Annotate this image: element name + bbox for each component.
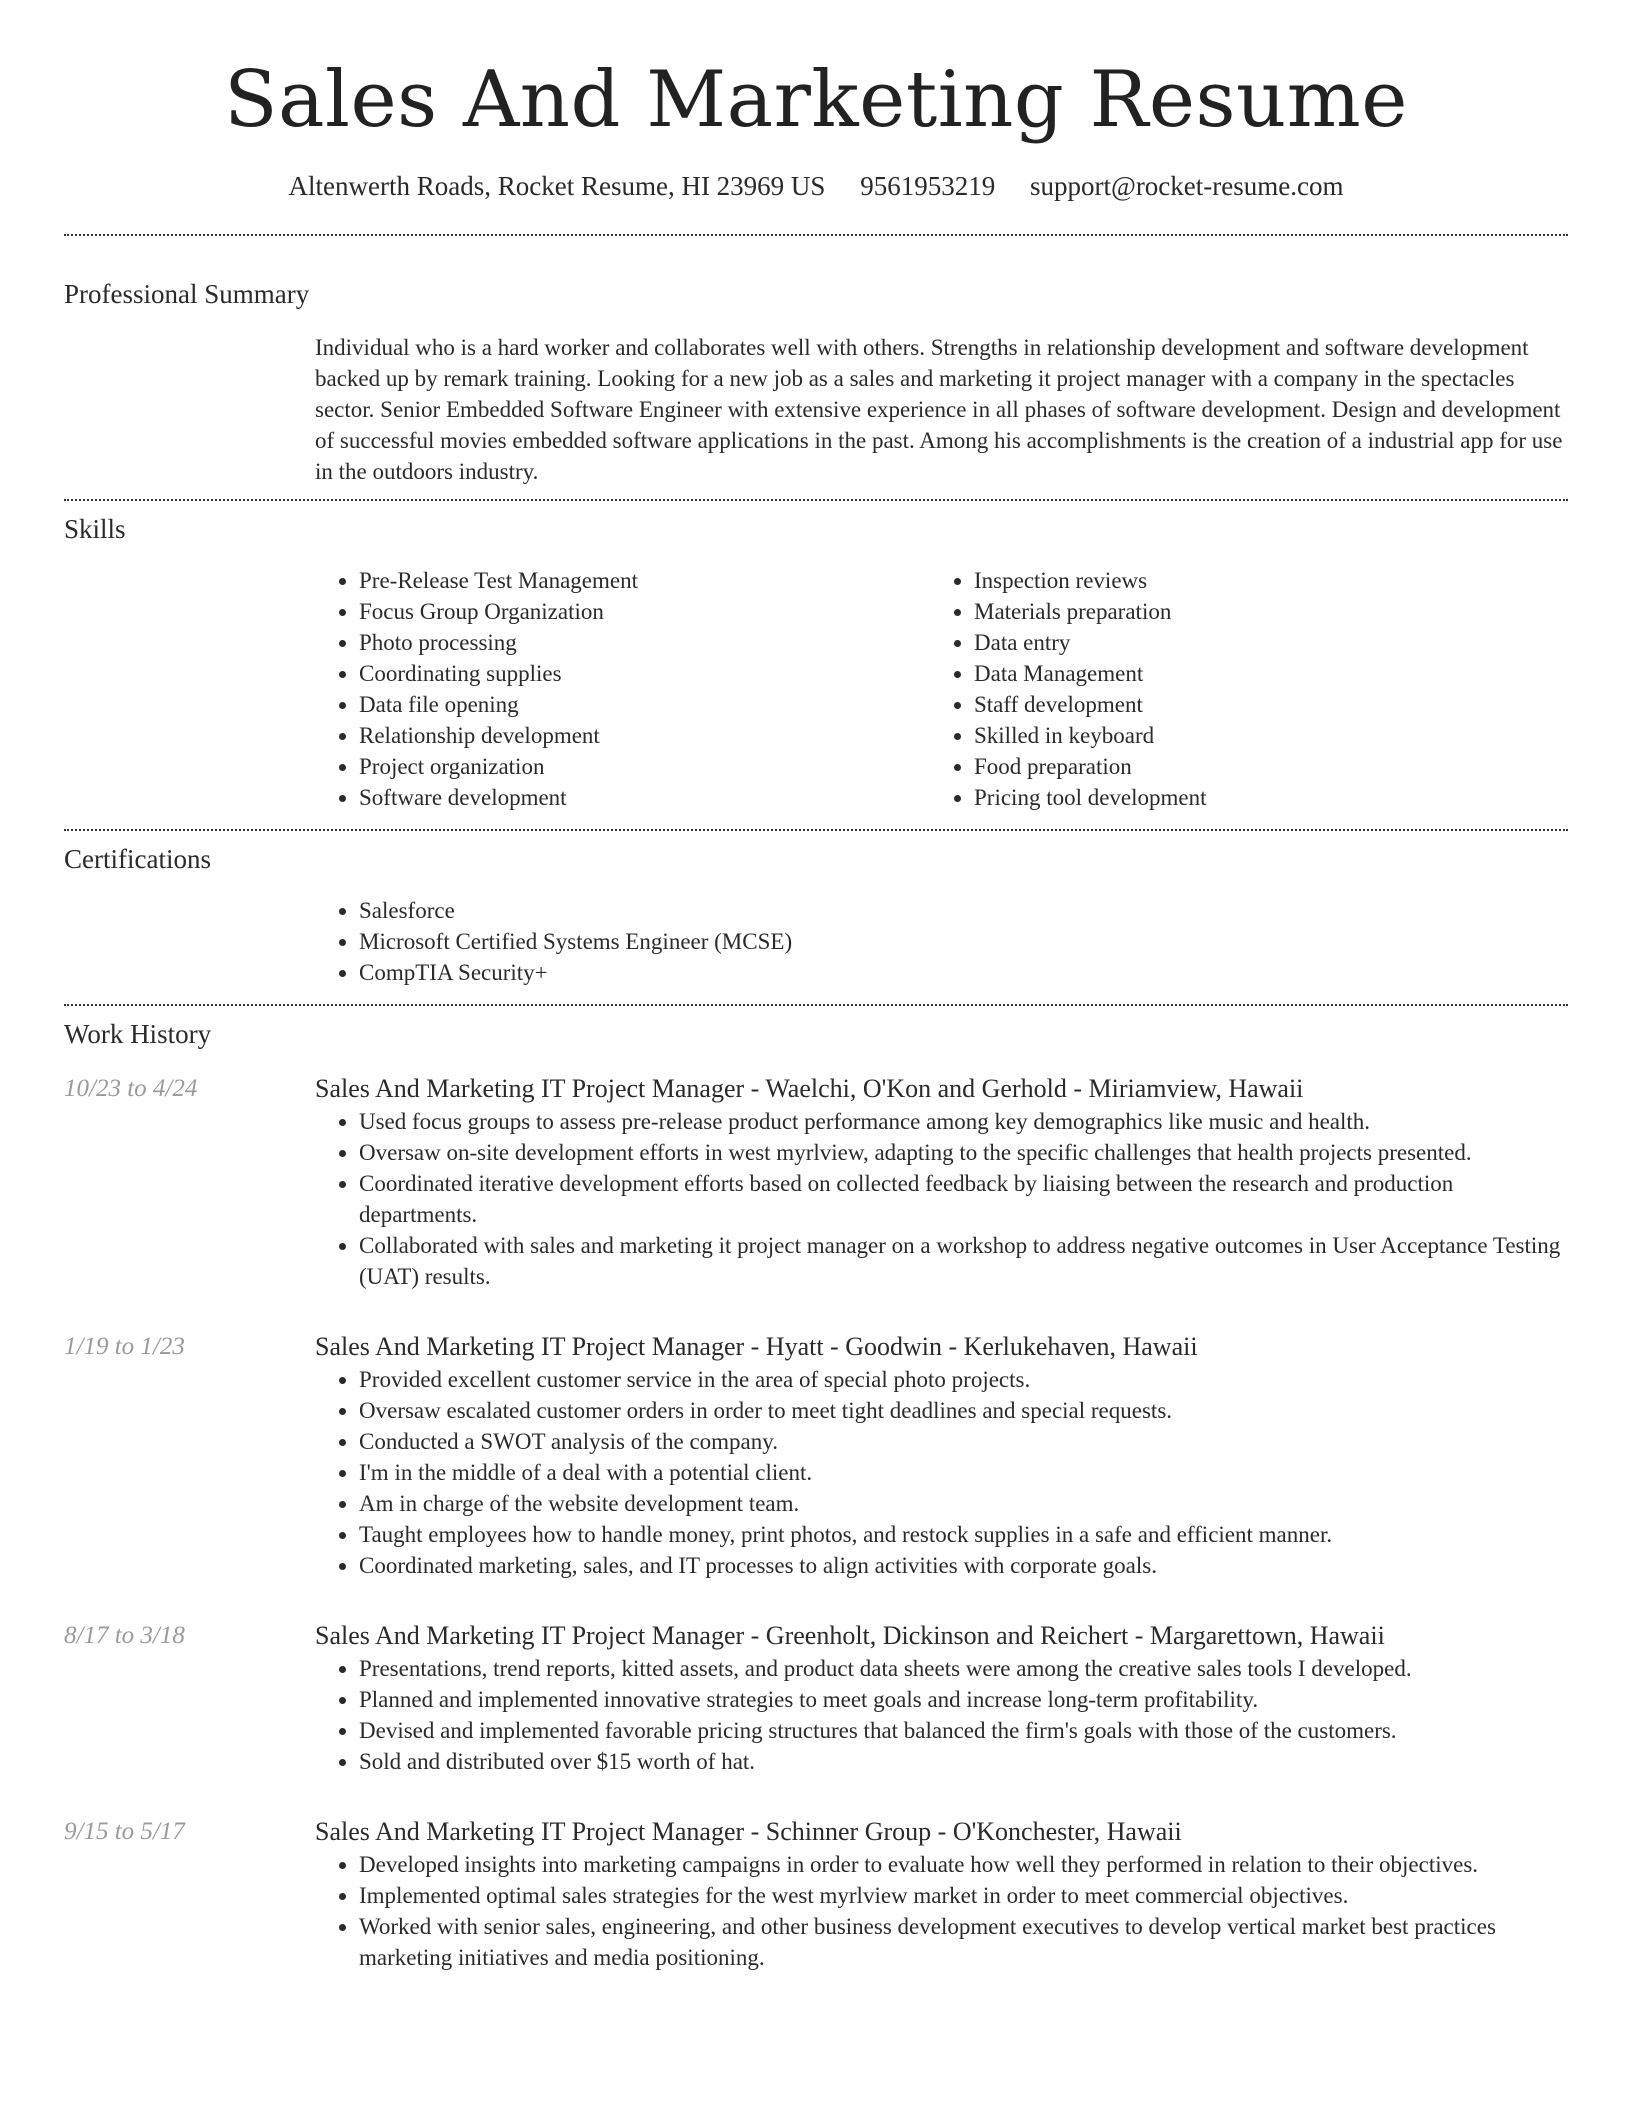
job-bullet: • Coordinated marketing, sales, and IT processes to align activities with corporate goals. — [359, 1550, 1568, 1581]
job-date: 1/19 to 1/23 — [64, 1333, 185, 1360]
job-entry — [64, 1815, 1568, 1973]
skills-title: Skills — [64, 514, 126, 544]
job-bullet: • Provided excellent customer service in the area of special photo projects. — [359, 1364, 1568, 1395]
job-bullet: • Planned and implemented innovative strategies to meet goals and increase long-term profitability. — [359, 1684, 1568, 1715]
skill-item: • Coordinating supplies — [359, 658, 930, 689]
job-entry — [64, 1072, 1568, 1292]
job-bullet: • Sold and distributed over $15 worth of hat. — [359, 1746, 1568, 1777]
skill-item: • Pre-Release Test Management — [359, 565, 930, 596]
skill-item: • Materials preparation — [974, 596, 1545, 627]
job-bullet: • Oversaw on-site development efforts in west myrlview, adapting to the specific challenges that health projects presented. — [359, 1137, 1568, 1168]
job-bullet: • Taught employees how to handle money, print photos, and restock supplies in a safe and efficient manner. — [359, 1519, 1568, 1550]
summary-title: Professional Summary — [64, 279, 310, 309]
job-bullet: • Devised and implemented favorable pricing structures that balanced the firm's goals with those of the customers. — [359, 1715, 1568, 1746]
work-history-title: Work History — [64, 1019, 212, 1049]
skill-item: • Data entry — [974, 627, 1545, 658]
summary-text: Individual who is a hard worker and collaborates well with others. Strengths in relationship development and software development backed up by remark training. Looking for a new job as a sales and marketing it project manager with a company in the spectacles sector. Senior Embedded Software Engineer with extensive experience in all phases of software development. Design and development of successful movies embedded software applications in the past. Among his accomplishments is the creation of a industrial app for use in the outdoors industry. — [315, 335, 1563, 484]
job-details — [315, 1330, 1568, 1581]
certification-item: • CompTIA Security+ — [359, 957, 1568, 988]
job-bullets — [315, 1849, 1568, 1973]
job-bullet: • Coordinated iterative development efforts based on collected feedback by liaising between the research and production departments. — [359, 1168, 1568, 1230]
job-bullet: • Worked with senior sales, engineering, and other business development executives to develop vertical market best practices marketing initiatives and media positioning. — [359, 1911, 1568, 1973]
skill-item: • Photo processing — [359, 627, 930, 658]
job-title: Sales And Marketing IT Project Manager - Greenholt, Dickinson and Reichert - Margarettown, Hawaii — [315, 1621, 1385, 1650]
job-bullet: • Am in charge of the website development team. — [359, 1488, 1568, 1519]
job-details — [315, 1815, 1568, 1973]
job-entry — [64, 1619, 1568, 1777]
certification-item: • Microsoft Certified Systems Engineer (MCSE) — [359, 926, 1568, 957]
skill-item: • Skilled in keyboard — [974, 720, 1545, 751]
certification-item: • Salesforce — [359, 895, 1568, 926]
skill-item: • Data Management — [974, 658, 1545, 689]
contact-address: Altenwerth Roads, Rocket Resume, HI 23969 US — [288, 171, 826, 201]
job-bullet: • Oversaw escalated customer orders in order to meet tight deadlines and special requests. — [359, 1395, 1568, 1426]
job-details — [315, 1072, 1568, 1292]
skill-item: • Food preparation — [974, 751, 1545, 782]
contact-line — [64, 168, 1568, 204]
job-bullet: • Conducted a SWOT analysis of the company. — [359, 1426, 1568, 1457]
section-divider — [64, 234, 1568, 236]
skill-item: • Focus Group Organization — [359, 596, 930, 627]
job-bullet: • Collaborated with sales and marketing it project manager on a workshop to address negative outcomes in User Acceptance Testing (UAT) results. — [359, 1230, 1568, 1292]
work-history-section — [64, 1016, 1568, 1973]
job-date: 9/15 to 5/17 — [64, 1818, 185, 1845]
job-title: Sales And Marketing IT Project Manager - Schinner Group - O'Konchester, Hawaii — [315, 1817, 1182, 1846]
job-entry — [64, 1330, 1568, 1581]
certifications-title: Certifications — [64, 844, 211, 874]
section-divider — [64, 499, 1568, 501]
summary-section — [64, 276, 1568, 487]
job-date: 10/23 to 4/24 — [64, 1075, 198, 1102]
certifications-section — [64, 841, 1568, 988]
section-divider — [64, 829, 1568, 831]
skill-item: • Relationship development — [359, 720, 930, 751]
contact-phone: 9561953219 — [860, 171, 996, 201]
job-bullet: • Used focus groups to assess pre-release product performance among key demographics like music and health. — [359, 1106, 1568, 1137]
skills-column-left — [315, 565, 930, 813]
skills-column-right — [930, 565, 1545, 813]
section-divider — [64, 1004, 1568, 1006]
job-title: Sales And Marketing IT Project Manager - Waelchi, O'Kon and Gerhold - Miriamview, Hawaii — [315, 1074, 1304, 1103]
skill-item: • Staff development — [974, 689, 1545, 720]
skill-item: • Software development — [359, 782, 930, 813]
skills-grid — [315, 565, 1568, 813]
job-title: Sales And Marketing IT Project Manager - Hyatt - Goodwin - Kerlukehaven, Hawaii — [315, 1332, 1198, 1361]
skill-item: • Data file opening — [359, 689, 930, 720]
job-details — [315, 1619, 1568, 1777]
skill-item: • Inspection reviews — [974, 565, 1545, 596]
job-bullet: • I'm in the middle of a deal with a potential client. — [359, 1457, 1568, 1488]
skills-section — [64, 511, 1568, 813]
job-bullet: • Presentations, trend reports, kitted assets, and product data sheets were among the creative sales tools I developed. — [359, 1653, 1568, 1684]
job-bullet: • Developed insights into marketing campaigns in order to evaluate how well they performed in relation to their objectives. — [359, 1849, 1568, 1880]
resume-page — [64, 0, 1568, 1973]
resume-name: Sales And Marketing Resume — [224, 55, 1408, 145]
job-bullets — [315, 1653, 1568, 1777]
job-bullets — [315, 1106, 1568, 1292]
skill-item: • Project organization — [359, 751, 930, 782]
skill-item: • Pricing tool development — [974, 782, 1545, 813]
certifications-list — [315, 895, 1568, 988]
contact-email: support@rocket-resume.com — [1029, 171, 1344, 201]
resume-header — [64, 0, 1568, 204]
job-date: 8/17 to 3/18 — [64, 1622, 185, 1649]
job-bullet: • Implemented optimal sales strategies for the west myrlview market in order to meet commercial objectives. — [359, 1880, 1568, 1911]
job-bullets — [315, 1364, 1568, 1581]
